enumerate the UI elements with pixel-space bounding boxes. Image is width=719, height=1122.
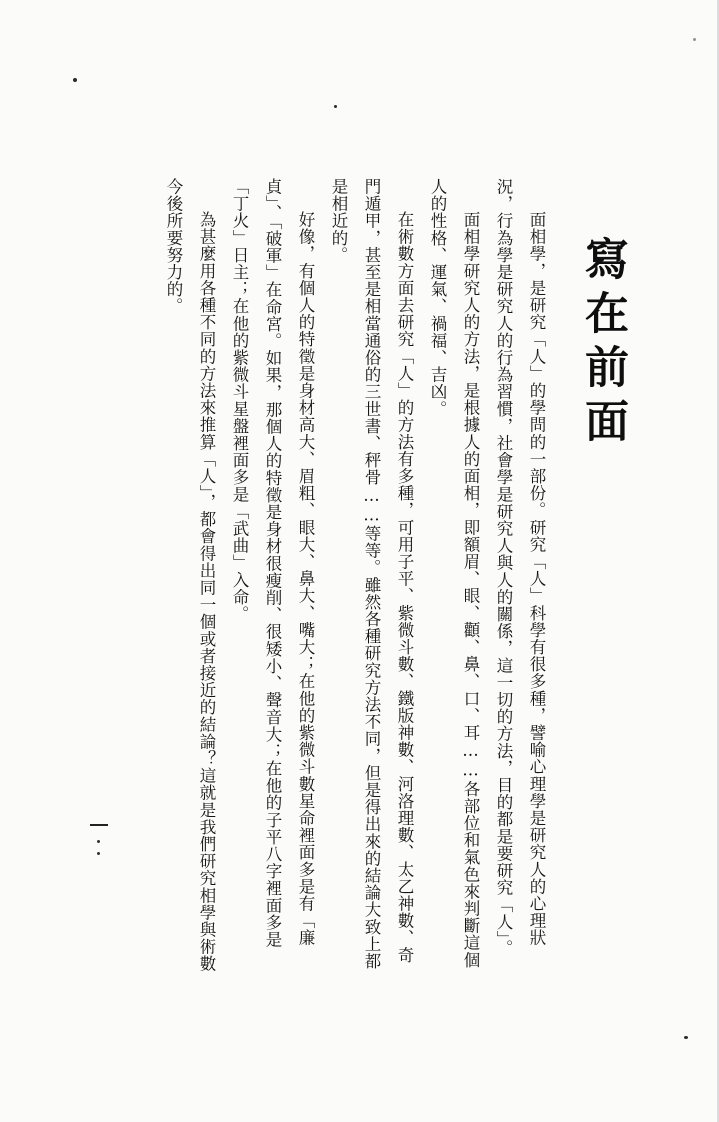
scan-speck (73, 78, 77, 82)
paragraph-2: 面相學研究人的方法，是根據人的面相，即額眉、眼、顴、鼻、口、耳……各部位和氣色來判斷這個人的性格、運氣、禍福、吉凶。 (428, 178, 480, 969)
page-number-dot (97, 852, 100, 855)
page-number-dot (97, 840, 100, 843)
page-number (86, 818, 112, 864)
paragraph-1: 面相學，是研究「人」的學問的一部份。研究「人」科學有很多種，譬喻心理學是研究人的心理狀況，行為學是研究人的行為習慣，社會學是研究人與人的關係，這一切的方法，目的都是要研究「人」。 (494, 178, 546, 957)
body-text (157, 178, 553, 978)
scan-speck (693, 38, 696, 41)
page-title: 寫在前面 (577, 236, 628, 452)
scan-speck (684, 1036, 688, 1039)
scan-speck (334, 105, 337, 108)
paragraph-3: 在術數方面去研究「人」的方法有多種，可用子平、紫微斗數、鐵版神數、河洛理數、太乙神數、奇門遁甲，甚至是相當通俗的三世書、秤骨……等等。雖然各種研究方法不同，但是得出來的結論大致上都是相近的。 (329, 178, 414, 970)
paragraph-4: 好像，有個人的特徵是身材高大、眉粗、眼大、鼻大、嘴大；在他的紫微斗數星命裡面多是有「廉貞」、「破軍」在命宮。如果，那個人的特徵是身材很瘦削、很矮小、聲音大；在他的子平八字裡面多是「丁火」日主；在他的紫微斗星盤裡面多是「武曲」入命。 (230, 178, 315, 949)
page-number-glyph (90, 824, 108, 826)
paragraph-5: 為甚麼用各種不同的方法來推算「人」，都會得出同一個或者接近的結論？這就是我們研究相學與術數今後所要努力的。 (164, 178, 216, 973)
